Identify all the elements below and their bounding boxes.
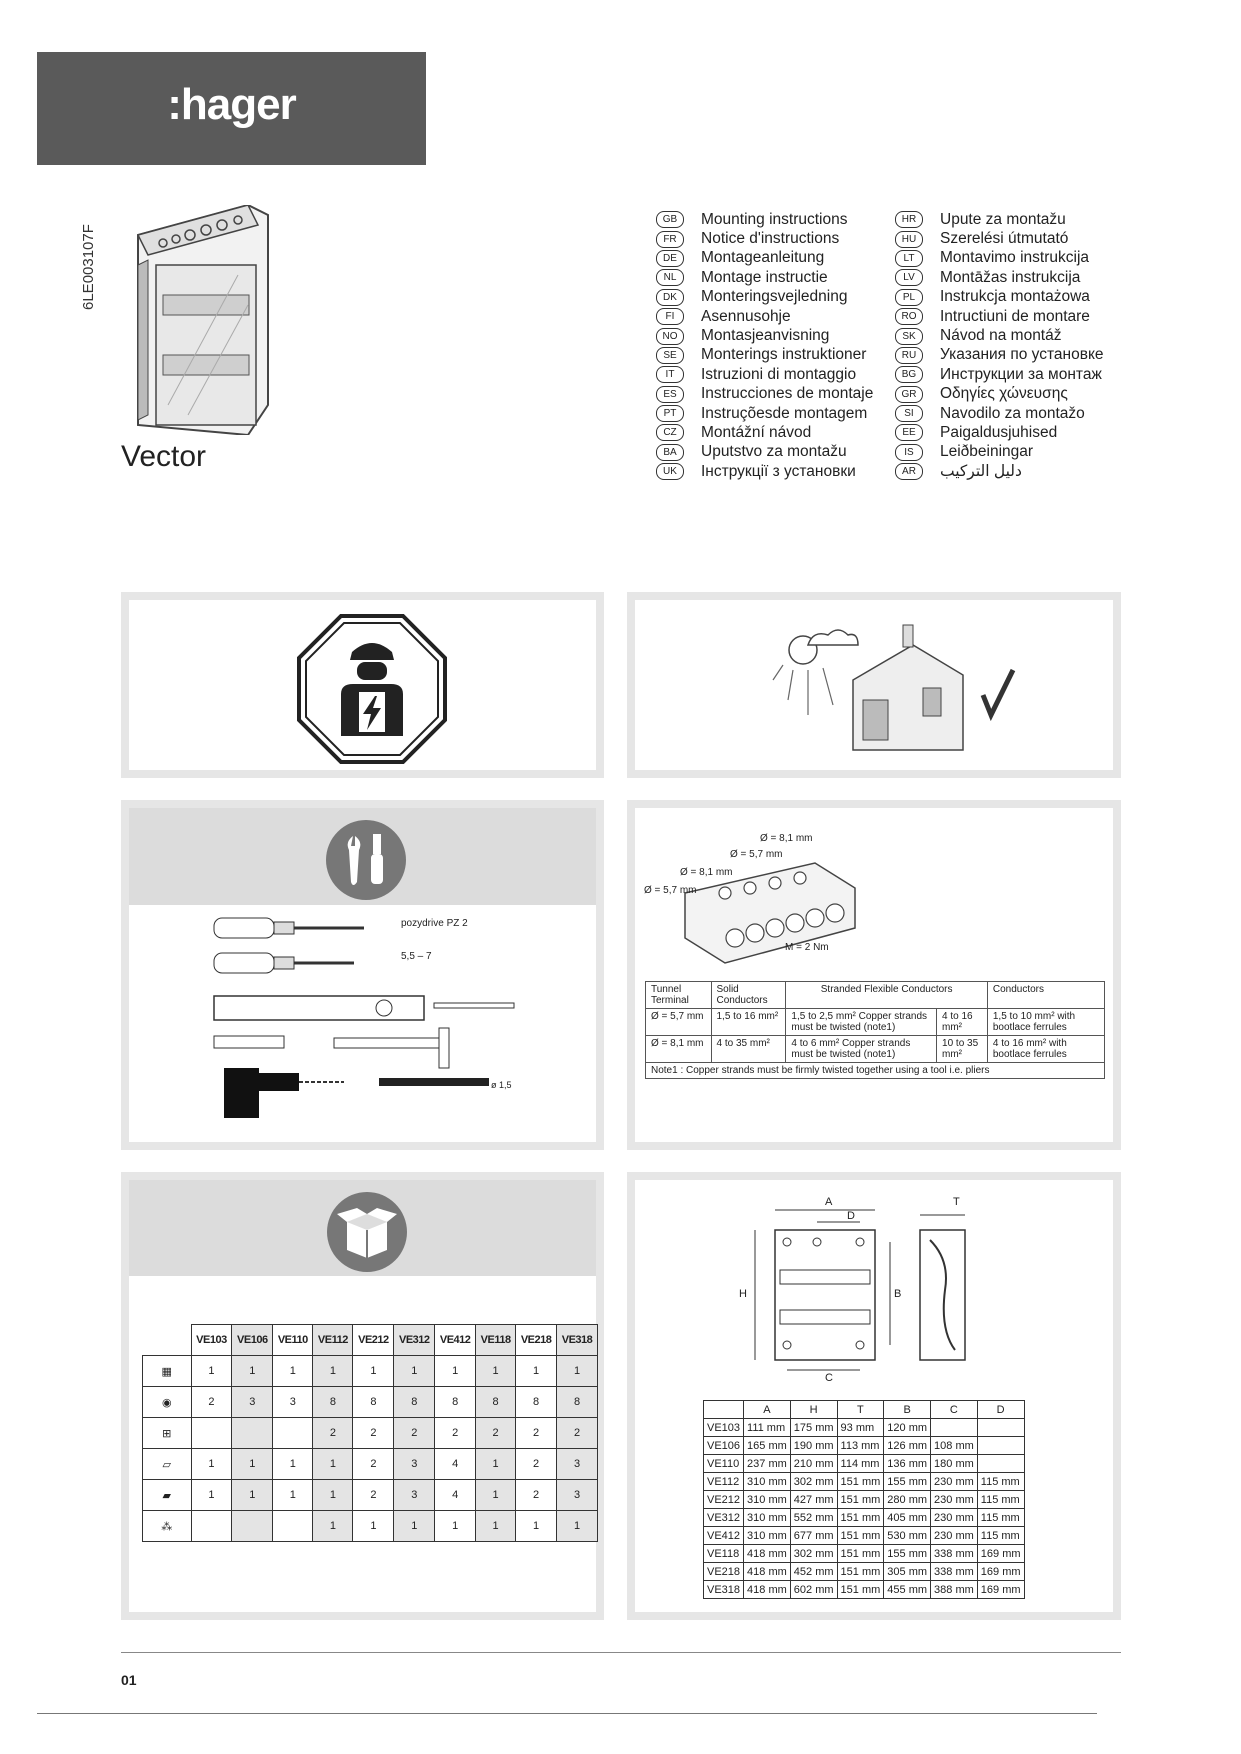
box-contents-table: VE103 VE106 VE110 VE112 VE212 VE312 VE412 VE118 VE218 VE318 ▦ 1 1 1 1 1 1 1 1 1 1 ◉ 2 3 3 8 8 8 8 8 8 8 ⊞ 2 2 2 2 2 2 2 ▱ 1 1 1 1 2 3 4 1 2 3 ▰ 1 1 1 1 2 3 4 1 2 3 ⁂ 1 1 1 1 1 1 1 [142, 1324, 598, 1542]
language-list-right [895, 210, 1104, 481]
page-number: 01 [121, 1672, 137, 1688]
screwdriver-flat-label: 5,5 – 7 [401, 951, 432, 962]
electrician-warning-icon [297, 614, 447, 764]
diameter-label-1: Ø = 8,1 mm [760, 833, 813, 844]
item-icon-label-strip: ▰ [143, 1480, 192, 1511]
lang-item: IS Leiðbeiningar [895, 443, 1104, 462]
product-name: Vector [121, 440, 207, 473]
table-row: ⊞ 2 2 2 2 2 2 2 [143, 1418, 598, 1449]
lang-item: IT Istruzioni di montaggio [656, 365, 873, 384]
item-icon-terminal: ⊞ [143, 1418, 192, 1449]
table-row: VE118 418 mm 302 mm 151 mm 155 mm 338 mm 169 mm [704, 1545, 1025, 1563]
lang-item: NO Montasjeanvisning [656, 326, 873, 345]
screwdriver-pz2-label: pozydrive PZ 2 [401, 918, 468, 929]
lang-item: ES Instrucciones de montaje [656, 385, 873, 404]
footer-divider [121, 1652, 1121, 1653]
lang-item: RU Указания по установке [895, 346, 1104, 365]
dim-label-a: A [825, 1196, 833, 1208]
lang-item: SK Návod na montáž [895, 326, 1104, 345]
lang-item: RO Intructiuni de montare [895, 307, 1104, 326]
lang-item: CZ Montážní návod [656, 423, 873, 442]
table-row: ⁂ 1 1 1 1 1 1 1 [143, 1511, 598, 1542]
dim-label-d: D [847, 1210, 855, 1222]
dim-label-c: C [825, 1372, 833, 1384]
lang-item: AR دليل التركيب [895, 462, 1104, 481]
lang-item: LT Montavimo instrukcija [895, 249, 1104, 268]
terminal-spec-table [645, 981, 1105, 1079]
lang-item: HU Szerelési útmutató [895, 229, 1104, 248]
document-code: 6LE003107F [80, 224, 97, 310]
table-row: VE218 418 mm 452 mm 151 mm 305 mm 338 mm 169 mm [704, 1563, 1025, 1581]
table-row: VE212 310 mm 427 mm 151 mm 280 mm 230 mm 115 mm [704, 1491, 1025, 1509]
table-row: VE412 310 mm 677 mm 151 mm 530 mm 230 mm 115 mm [704, 1527, 1025, 1545]
hager-logo: :hager [167, 80, 296, 129]
lang-item: DK Monteringsvejledning [656, 288, 873, 307]
table-row: VE318 418 mm 602 mm 151 mm 455 mm 388 mm 169 mm [704, 1581, 1025, 1599]
lang-item: PL Instrukcja montażowa [895, 288, 1104, 307]
item-icon-grommet: ◉ [143, 1387, 192, 1418]
lang-item: BG Инструкции за монтаж [895, 365, 1104, 384]
torque-label: M = 2 Nm [785, 942, 829, 953]
panel-terminal [627, 800, 1121, 1150]
header-tunnel: Tunnel Terminal [646, 982, 712, 1009]
header-solid: Solid Conductors [711, 982, 786, 1009]
table-row: VE112 310 mm 302 mm 151 mm 155 mm 230 mm 115 mm [704, 1473, 1025, 1491]
item-icon-blank-strip: ▱ [143, 1449, 192, 1480]
lang-item: SI Navodilo za montažo [895, 404, 1104, 423]
lang-item: DE Montageanleitung [656, 249, 873, 268]
table-row: ▱ 1 1 1 1 2 3 4 1 2 3 [143, 1449, 598, 1480]
diameter-label-4: Ø = 5,7 mm [644, 885, 697, 896]
table-row: VE106 165 mm 190 mm 113 mm 126 mm 108 mm [704, 1437, 1025, 1455]
tools-icon [321, 820, 411, 900]
lang-item: GR Οδηγίες χώνευσης [895, 385, 1104, 404]
lang-item: BA Uputstvo za montažu [656, 443, 873, 462]
dimension-drawing [735, 1200, 1035, 1380]
product-enclosure-image [118, 205, 278, 435]
dim-label-h: H [739, 1288, 747, 1300]
drill-bit-label: ø 1,5 [491, 1080, 512, 1090]
diameter-label-2: Ø = 5,7 mm [730, 849, 783, 860]
dim-label-b: B [894, 1288, 902, 1300]
table-row: ▰ 1 1 1 1 2 3 4 1 2 3 [143, 1480, 598, 1511]
lang-item: EE Paigaldusjuhised [895, 423, 1104, 442]
language-list-left [656, 210, 873, 481]
panel-indoor-use [627, 592, 1121, 778]
tools-illustration [204, 908, 524, 1138]
package-icon [322, 1192, 412, 1272]
panel-dimensions [627, 1172, 1121, 1620]
lang-item: GB Mounting instructions [656, 210, 873, 229]
terminal-note: Note1 : Copper strands must be firmly twisted together using a tool i.e. pliers [646, 1063, 1105, 1079]
diameter-label-3: Ø = 8,1 mm [680, 867, 733, 878]
table-row: Ø = 8,1 mm 4 to 35 mm² 4 to 6 mm² Copper strands must be twisted (note1) 10 to 35 mm² 4 to 16 mm² with bootlace ferrules [646, 1036, 1105, 1063]
panel-box-contents [121, 1172, 604, 1620]
dimensions-table: A H T B C D VE103 111 mm 175 mm 93 mm 120 mm VE106 165 mm 190 mm 113 mm 126 mm 108 mm VE110 237 mm 210 mm 114 mm 136 mm 180 mm VE112 310 mm 302 mm 151 mm 155 mm 230 mm 115 mm VE212 310 mm 427 mm 151 mm 280 mm 230 mm 115 mm VE312 310 mm 552 mm 151 mm 405 mm 230 mm 115 mm VE412 310 mm 677 mm 151 mm 530 mm 230 mm 115 mm VE118 418 mm 302 mm 151 mm 155 mm 338 mm 169 mm VE218 418 mm 452 mm 151 mm 305 mm 338 mm 169 mm VE318 418 mm 602 mm 151 mm 455 mm 388 mm 169 mm [703, 1400, 1025, 1599]
logo-banner [37, 52, 426, 165]
item-icon-screws: ⁂ [143, 1511, 192, 1542]
indoor-installation-icon [763, 620, 1023, 760]
lang-item: NL Montage instructie [656, 268, 873, 287]
panel-tools [121, 800, 604, 1150]
lang-item: UK Інструкції з установки [656, 462, 873, 481]
page-bottom-rule [37, 1713, 1097, 1714]
table-row: Ø = 5,7 mm 1,5 to 16 mm² 1,5 to 2,5 mm² Copper strands must be twisted (note1) 4 to 16 mm² 1,5 to 10 mm² with bootlace ferrules [646, 1009, 1105, 1036]
table-row: VE312 310 mm 552 mm 151 mm 405 mm 230 mm 115 mm [704, 1509, 1025, 1527]
lang-item: LV Montāžas instrukcija [895, 268, 1104, 287]
table-row: ▦ 1 1 1 1 1 1 1 1 1 1 [143, 1356, 598, 1387]
table-row: VE110 237 mm 210 mm 114 mm 136 mm 180 mm [704, 1455, 1025, 1473]
lang-item: SE Monterings instruktioner [656, 346, 873, 365]
lang-item: FI Asennusohje [656, 307, 873, 326]
dim-label-t: T [953, 1196, 960, 1208]
lang-item: PT Instruçõesde montagem [656, 404, 873, 423]
lang-item: FR Notice d'instructions [656, 229, 873, 248]
header-conductors: Conductors [987, 982, 1104, 1009]
panel-electrician [121, 592, 604, 778]
table-row: VE103 111 mm 175 mm 93 mm 120 mm [704, 1419, 1025, 1437]
table-row: ◉ 2 3 3 8 8 8 8 8 8 8 [143, 1387, 598, 1418]
header-stranded: Stranded Flexible Conductors [786, 982, 987, 1009]
item-icon-enclosure: ▦ [143, 1356, 192, 1387]
lang-item: HR Upute za montažu [895, 210, 1104, 229]
